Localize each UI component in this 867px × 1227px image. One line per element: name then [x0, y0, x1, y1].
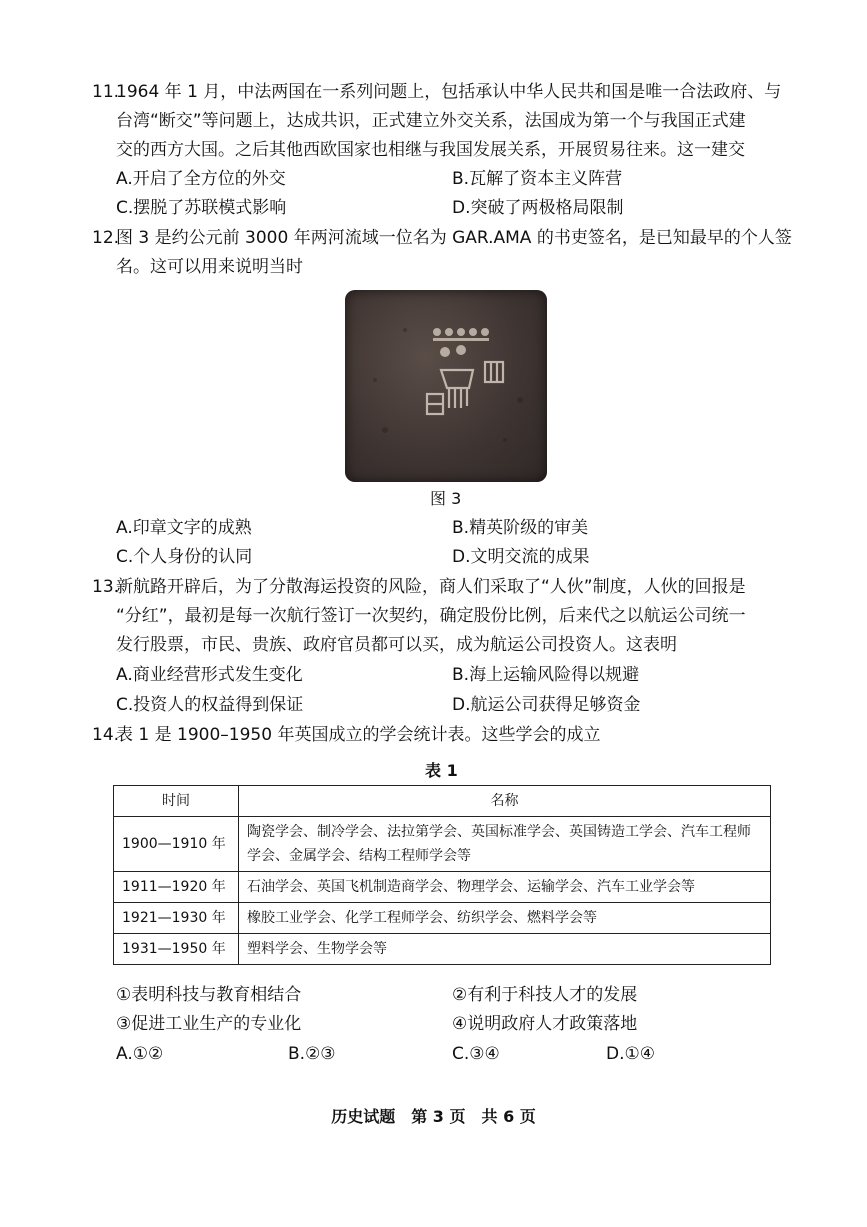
table-cell-time: 1921—1930 年 — [114, 903, 239, 934]
q13-line-1: 新航路开辟后，为了分散海运投资的风险，商人们采取了“人伙”制度，人伙的回报是 — [116, 577, 746, 597]
q12-line-2: 名。这可以用来说明当时 — [116, 257, 303, 277]
q12-option-a: A.印章文字的成熟 — [116, 518, 252, 538]
table-cell-names: 塑料学会、生物学会等 — [239, 934, 771, 965]
table-cell-time: 1931—1950 年 — [114, 934, 239, 965]
q13-option-a: A.商业经营形式发生变化 — [116, 665, 303, 685]
clay-tablet-signature-image — [345, 290, 547, 482]
q11-line-3: 交的西方大国。之后其他西欧国家也相继与我国发展关系，开展贸易往来。这一建交 — [116, 140, 745, 160]
cuneiform-signature-marks — [345, 290, 547, 482]
table-header-name: 名称 — [239, 786, 771, 817]
q12-line-1: 图 3 是约公元前 3000 年两河流域一位名为 GAR.AMA 的书吏签名，是已知最早的个人签 — [116, 228, 792, 248]
q11-option-a: A.开启了全方位的外交 — [116, 169, 286, 189]
q14-statement-4: ④说明政府人才政策落地 — [452, 1014, 638, 1034]
q14-statement-3: ③促进工业生产的专业化 — [116, 1014, 302, 1034]
q14-statement-2: ②有利于科技人才的发展 — [452, 985, 638, 1005]
figure-caption: 图 3 — [430, 489, 462, 508]
q13-option-b: B.海上运输风险得以规避 — [452, 665, 640, 685]
table-row — [114, 872, 771, 903]
q14-option-d: D.①④ — [606, 1044, 655, 1064]
table-header-row — [114, 786, 771, 817]
q13-option-d: D.航运公司获得足够资金 — [452, 695, 641, 715]
q14-number: 14. — [92, 725, 120, 745]
q12-option-c: C.个人身份的认同 — [116, 547, 253, 567]
table-cell-time: 1911—1920 年 — [114, 872, 239, 903]
page-footer: 历史试题 第 3 页 共 6 页 — [331, 1107, 536, 1126]
q12-option-b: B.精英阶级的审美 — [452, 518, 589, 538]
table-cell-names: 橡胶工业学会、化学工程师学会、纺织学会、燃料学会等 — [239, 903, 771, 934]
q14-option-c: C.③④ — [452, 1044, 500, 1064]
q11-line-2: 台湾“断交”等问题上，达成共识，正式建立外交关系，法国成为第一个与我国正式建 — [116, 111, 746, 131]
q13-option-c: C.投资人的权益得到保证 — [116, 695, 304, 715]
q11-number: 11. — [92, 82, 120, 102]
q14-option-b: B.②③ — [288, 1044, 336, 1064]
table-row — [114, 934, 771, 965]
table-header-time: 时间 — [114, 786, 239, 817]
societies-table — [113, 785, 771, 965]
q13-number: 13. — [92, 577, 120, 597]
q11-option-d: D.突破了两极格局限制 — [452, 198, 624, 218]
q14-statement-1: ①表明科技与教育相结合 — [116, 985, 302, 1005]
table-cell-names: 石油学会、英国飞机制造商学会、物理学会、运输学会、汽车工业学会等 — [239, 872, 771, 903]
q11-line-1: 1964 年 1 月，中法两国在一系列问题上，包括承认中华人民共和国是唯一合法政府、与 — [116, 82, 782, 102]
q12-number: 12. — [92, 228, 120, 248]
q11-option-c: C.摆脱了苏联模式影响 — [116, 198, 287, 218]
table-row — [114, 903, 771, 934]
q14-option-a: A.①② — [116, 1044, 164, 1064]
table-cell-time: 1900—1910 年 — [114, 817, 239, 872]
table-cell-names: 陶瓷学会、制冷学会、法拉第学会、英国标准学会、英国铸造工学会、汽车工程师学会、金属学会、结构工程师学会等 — [239, 817, 771, 872]
q13-line-3: 发行股票，市民、贵族、政府官员都可以买，成为航运公司投资人。这表明 — [116, 635, 677, 655]
q14-line-1: 表 1 是 1900–1950 年英国成立的学会统计表。这些学会的成立 — [116, 725, 601, 745]
table-title: 表 1 — [425, 761, 458, 780]
q13-line-2: “分红”，最初是每一次航行签订一次契约，确定股份比例，后来代之以航运公司统一 — [116, 606, 746, 626]
table-row — [114, 817, 771, 872]
q12-option-d: D.文明交流的成果 — [452, 547, 590, 567]
q11-option-b: B.瓦解了资本主义阵营 — [452, 169, 623, 189]
